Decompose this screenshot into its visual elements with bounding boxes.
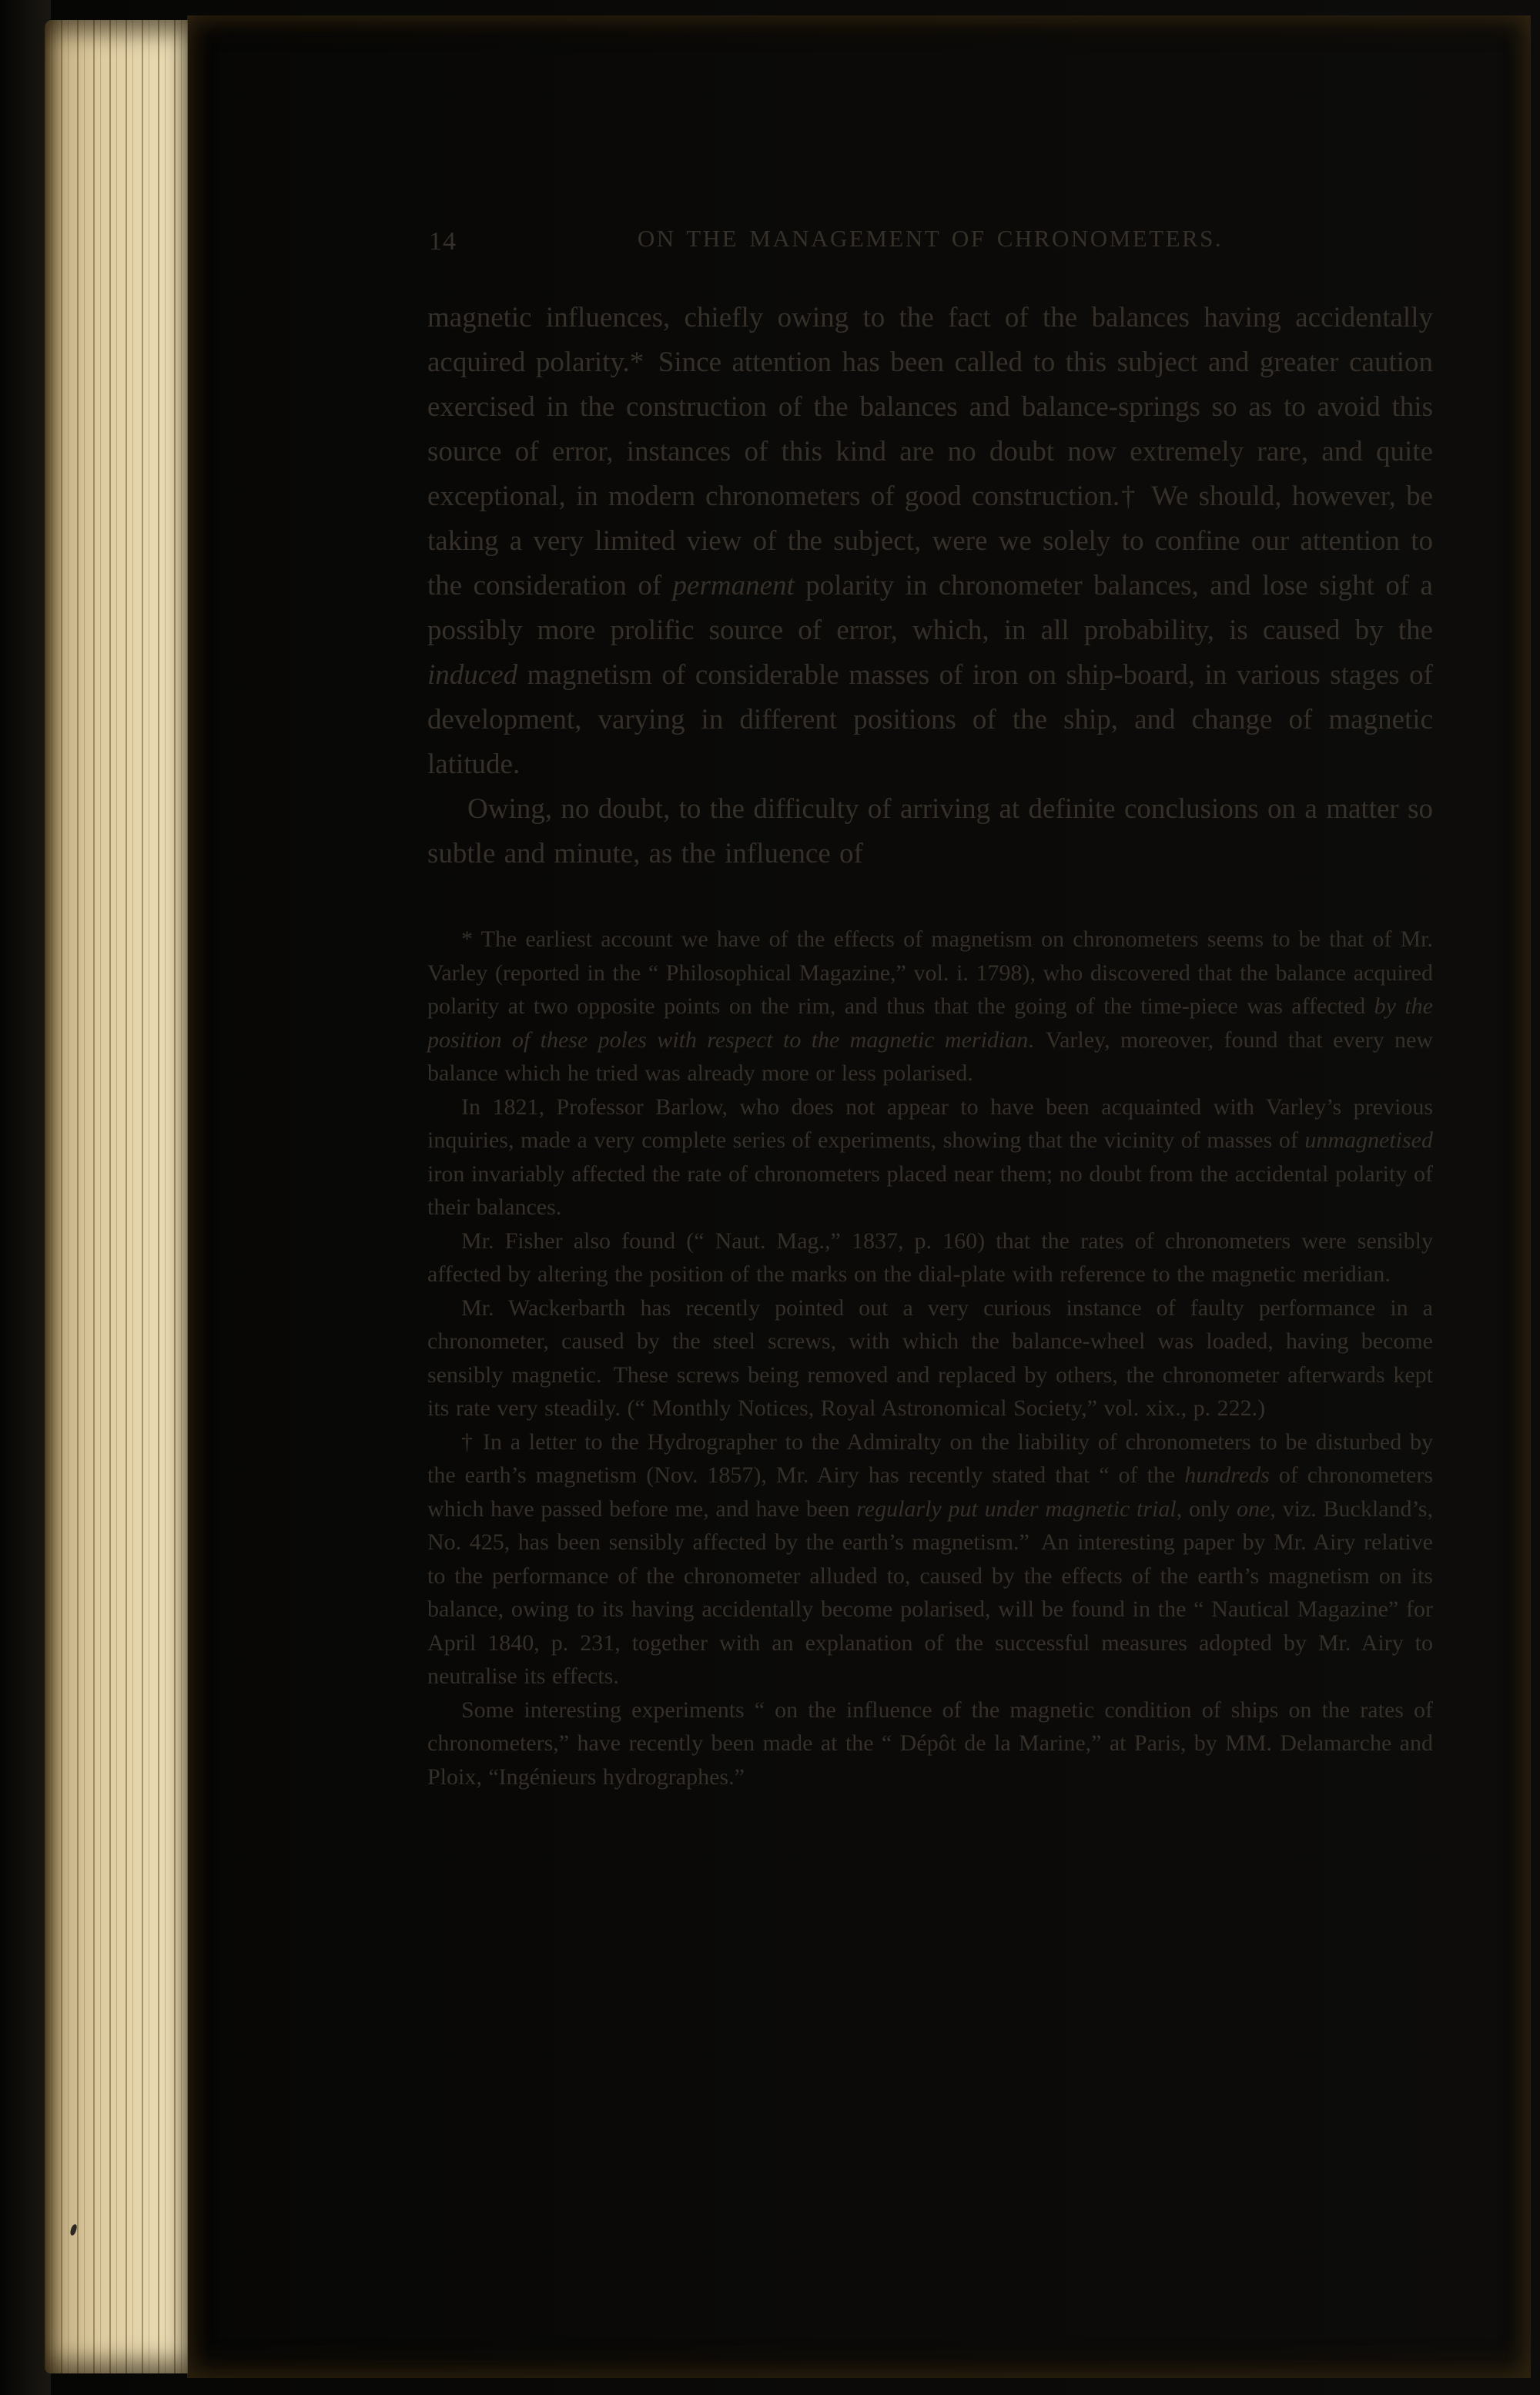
main-text bbox=[427, 296, 1433, 876]
book-cover-edge bbox=[0, 0, 51, 2395]
page-content bbox=[427, 225, 1433, 1794]
footnotes bbox=[427, 923, 1433, 1794]
footnote: In 1821, Professor Barlow, who does not appear to have been acquainted with Varley’s previous inquiries, made a very complete series of experiments, showing that the vicinity of masses of unmagnetised iron invariably affected the rate of chronometers placed near them; no doubt from the accidental polarity of their balances. bbox=[427, 1094, 1433, 1220]
page-header bbox=[427, 225, 1433, 257]
running-title: ON THE MANAGEMENT OF CHRONOMETERS. bbox=[637, 225, 1224, 252]
footnote: Mr. Wackerbarth has recently pointed out a very curious instance of faulty performance in a chronometer, caused by the steel screws, with which the balance-wheel was loaded, having become sensibly magnetic. These screws being removed and replaced by others, the chronometer afterwards kept its rate very steadily. (“ Monthly Notices, Royal Astronomical Society,” vol. xix., p. 222.) bbox=[427, 1295, 1433, 1421]
footnote: * The earliest account we have of the effects of magnetism on chronometers seems to be that of Mr. Varley (reported in the “ Philosophical Magazine,” vol. i. 1798), who discovered that the balance acquired polarity at two opposite points on the rim, and thus that the going of the time-piece was affected by the position of these poles with respect to the magnetic meridian. Varley, moreover, found that every new balance which he tried was already more or less polarised. bbox=[427, 926, 1433, 1086]
footnote: † In a letter to the Hydrographer to the Admiralty on the liability of chronometers to be disturbed by the earth’s magnetism (Nov. 1857), Mr. Airy has recently stated that “ of the hundreds of chronometers which have passed before me, and have been regularly put under magnetic trial, only one, viz. Buckland’s, No. 425, has been sensibly affected by the earth’s magnetism.” An interesting paper by Mr. Airy relative to the performance of the chronometer alluded to, caused by the effects of the earth’s magnetism on its balance, owing to its having accidentally become polarised, will be found in the “ Nautical Magazine” for April 1840, p. 231, together with an explanation of the successful measures adopted by Mr. Airy to neutralise its effects. bbox=[427, 1429, 1433, 1689]
book-page bbox=[187, 15, 1531, 2378]
page-number: 14 bbox=[429, 227, 457, 256]
footnote: Some interesting experiments “ on the influence of the magnetic condition of ships on the rates of chronometers,” have recently been made at the “ Dépôt de la Marine,” at Paris, by MM. Delamarche and Ploix, “Ingénieurs hydrographes.” bbox=[427, 1697, 1433, 1790]
body-paragraph: Owing, no doubt, to the difficulty of arriving at definite conclusions on a matter so subtle and minute, as the influence of bbox=[427, 793, 1433, 869]
footnote: Mr. Fisher also found (“ Naut. Mag.,” 1837, p. 160) that the rates of chronometers were sensibly affected by altering the position of the marks on the dial-plate with reference to the magnetic meridian. bbox=[427, 1228, 1433, 1287]
page-stack-edges bbox=[45, 20, 188, 2373]
body-paragraph: magnetic influences, chiefly owing to the fact of the balances having accidentally acquired polarity.* Since attention has been called to this subject and greater caution exercised in the construction of the balances and balance-springs so as to avoid this source of error, instances of this kind are no doubt now extremely rare, and quite exceptional, in modern chronometers of good construction.† We should, however, be taking a very limited view of the subject, were we solely to confine our attention to the consideration of permanent polarity in chronometer balances, and lose sight of a possibly more prolific source of error, which, in all probability, is caused by the induced magnetism of considerable masses of iron on ship-board, in various stages of development, varying in different positions of the ship, and change of magnetic latitude. bbox=[427, 302, 1433, 780]
